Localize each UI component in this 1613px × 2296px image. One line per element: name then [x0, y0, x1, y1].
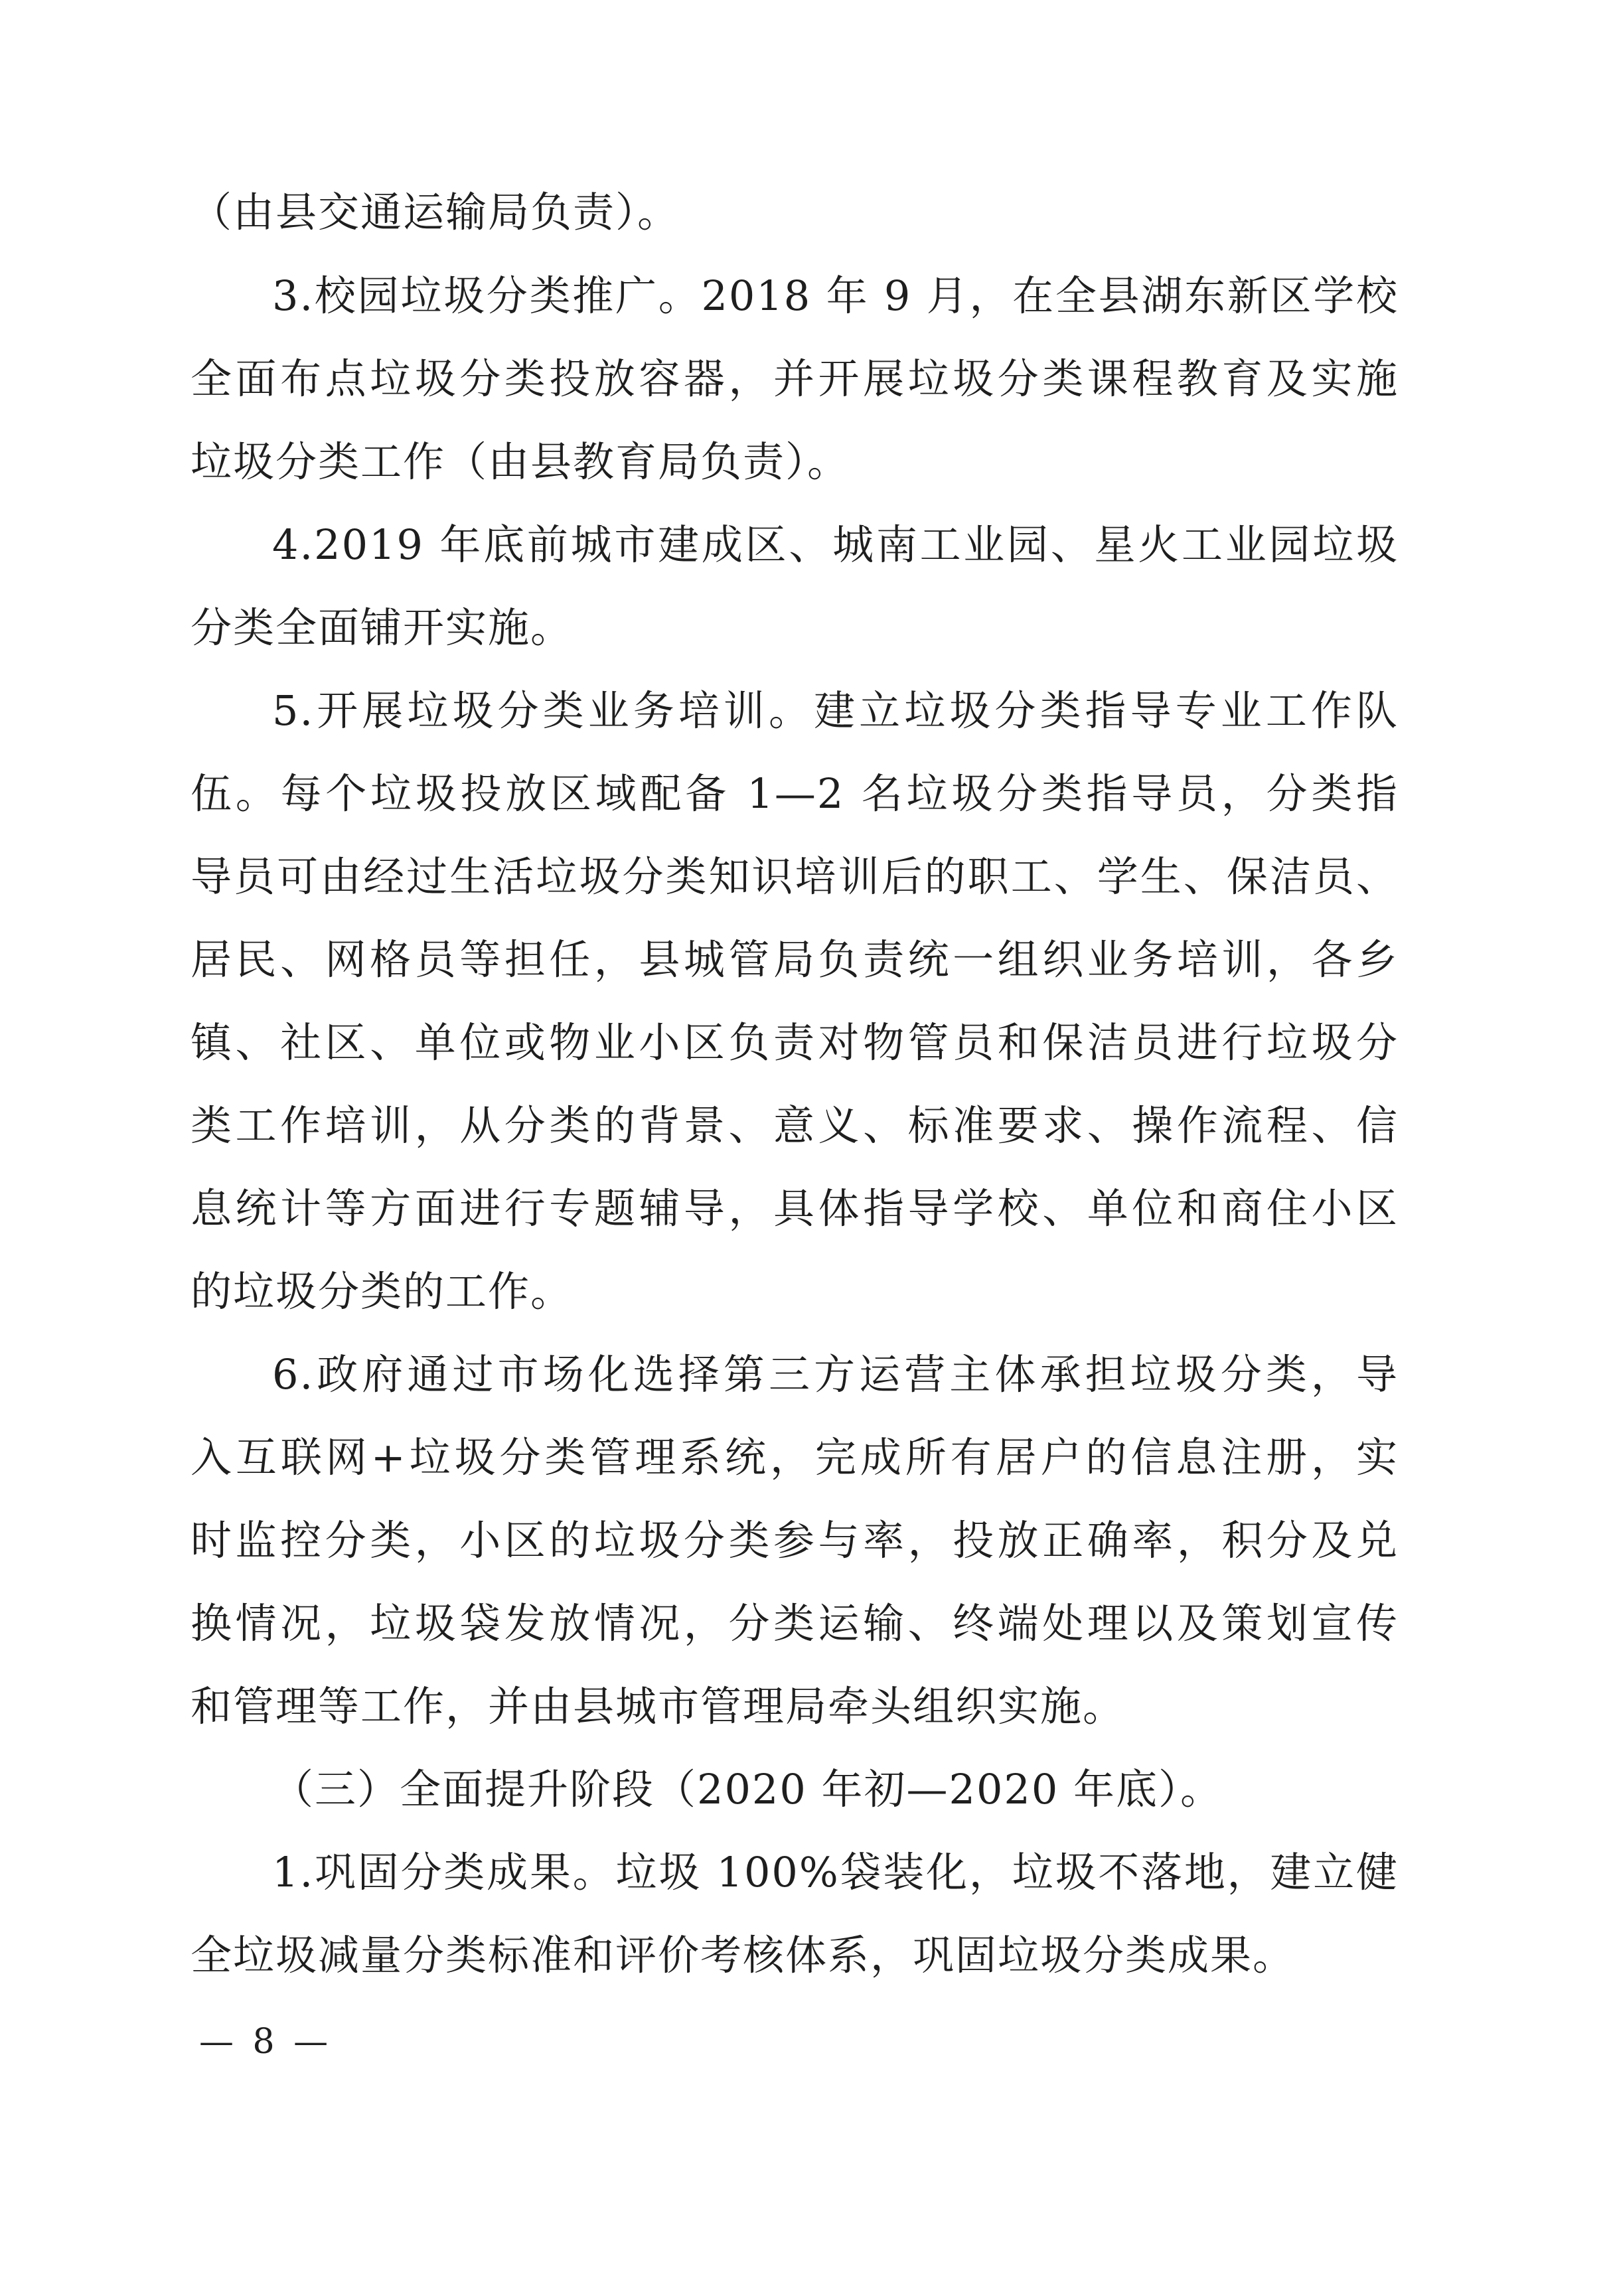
text-line: 垃圾分类工作（由县教育局负责）。 — [191, 437, 850, 486]
text-line: 换情况，垃圾袋发放情况，分类运输、终端处理以及策划宣传 — [191, 1599, 1399, 1647]
text-line: 入互联网+垃圾分类管理系统，完成所有居户的信息注册，实 — [191, 1433, 1399, 1482]
text-line: 分类全面铺开实施。 — [191, 603, 574, 652]
text-line: 4.2019 年底前城市建成区、城南工业园、星火工业园垃圾 — [272, 520, 1399, 569]
text-line: 1.巩固分类成果。垃圾 100%袋装化，垃圾不落地，建立健 — [272, 1848, 1399, 1896]
text-line: 5.开展垃圾分类业务培训。建立垃圾分类指导专业工作队 — [272, 686, 1399, 735]
text-line: 居民、网格员等担任，县城管局负责统一组织业务培训，各乡 — [191, 935, 1399, 984]
text-line: 镇、社区、单位或物业小区负责对物管员和保洁员进行垃圾分 — [191, 1018, 1399, 1067]
text-line: 全面布点垃圾分类投放容器，并开展垃圾分类课程教育及实施 — [191, 354, 1399, 403]
text-line: 时监控分类，小区的垃圾分类参与率，投放正确率，积分及兑 — [191, 1516, 1399, 1565]
text-line: 伍。每个垃圾投放区域配备 1—2 名垃圾分类指导员，分类指 — [191, 769, 1399, 818]
text-line: 类工作培训，从分类的背景、意义、标准要求、操作流程、信 — [191, 1101, 1399, 1150]
text-line: 导员可由经过生活垃圾分类知识培训后的职工、学生、保洁员、 — [191, 852, 1399, 901]
page-number: — 8 — — [199, 2022, 333, 2062]
text-line: 息统计等方面进行专题辅导，具体指导学校、单位和商住小区 — [191, 1184, 1399, 1233]
text-line: 的垃圾分类的工作。 — [191, 1267, 574, 1316]
text-line: 6.政府通过市场化选择第三方运营主体承担垃圾分类，导 — [272, 1350, 1399, 1399]
text-line: 和管理等工作，并由县城市管理局牵头组织实施。 — [191, 1682, 1126, 1730]
text-line: （由县交通运输局负责）。 — [191, 188, 680, 236]
text-line: 全垃圾减量分类标准和评价考核体系，巩固垃圾分类成果。 — [191, 1931, 1296, 1979]
section-heading: （三）全面提升阶段（2020 年初—2020 年底）。 — [272, 1765, 1223, 1813]
text-line: 3.校园垃圾分类推广。2018 年 9 月，在全县湖东新区学校 — [272, 271, 1399, 320]
